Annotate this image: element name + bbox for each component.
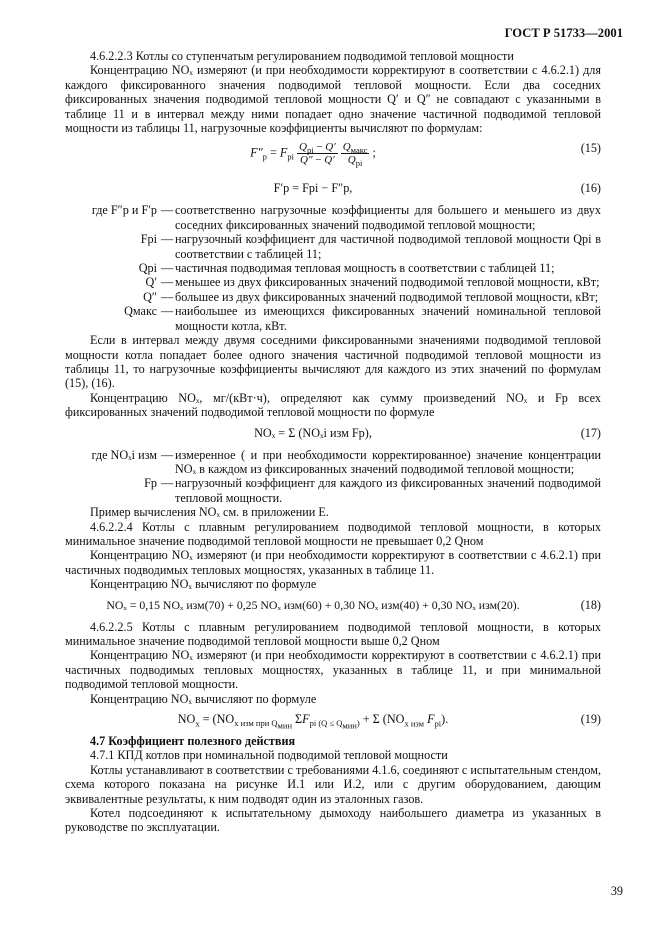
equation-number: (18) [580,597,601,612]
section-heading: 4.7 Коэффициент полезного действия [90,734,296,749]
paragraph: 4.6.2.2.4 Котлы с плавным регулированием подводимой тепловой мощности, в которых минимальное значение подводимой тепловой мощности не превышает 0,2 Qном [65,519,601,548]
equation-number: (19) [580,712,601,727]
paragraph: Концентрацию NOₓ, мг/(кВт·ч), определяют как сумму произведений NOₓ и Fp всех фиксированных значений подводимой тепловой мощности по формуле [65,390,601,420]
equation-number: (16) [580,181,601,196]
definitions-list: где NOₓi изм — измеренное ( и при необходимости корректированное) значение концентрации NOₓ в каждом из фиксированных значений подводимой тепловой мощности; Fp — нагрузочный коэффициент для каждого из фиксированных значений подводимой тепловой мощности. [91,447,601,505]
paragraph: Концентрацию NOₓ вычисляют по формуле [90,691,317,706]
equation-number: (17) [580,425,601,440]
paragraph: Пример вычисления NOₓ см. в приложении Е. [90,505,329,520]
paragraph: 4.6.2.2.5 Котлы с плавным регулированием подводимой тепловой мощности, в которых минимальное значение подводимой тепловой мощности выше 0,2 Qном [65,619,601,648]
page-number: 39 [610,884,623,898]
paragraph: 4.7.1 КПД котлов при номинальной подводимой тепловой мощности [90,748,448,763]
paragraph: Концентрацию NOₓ измеряют (и при необходимости корректируют в соответствии с 4.6.2.1) для каждого фиксированного значения подводимой тепловой мощности. Если два соседних фиксированных значения подводимой тепловой мощности Q′ и Q″ не совпадают с указанными в таблице 11 и в интервал между ними попадает одно значение частичной подводимой тепловой мощности из таблицы 11, нагрузочные коэффициенты вычисляют по формулам: [65,63,601,136]
paragraph: Концентрацию NOₓ измеряют (и при необходимости корректируют в соответствии с 4.6.2.1) при частичных подводимых тепловых мощностях, указанных в таблице 11. [65,548,601,577]
equation-18: NOₓ = 0,15 NOₓ изм(70) + 0,25 NOₓ изм(60) + 0,30 NOₓ изм(40) + 0,30 NOₓ изм(20). (18) [106,597,601,612]
paragraph: Если в интервал между двумя соседними фиксированными значениями подводимой тепловой мощности котла попадает более одного значения частичной подводимой тепловой мощности из таблицы 11, то нагрузочные коэффициенты вычисляют для каждого из этих значений по формулам (15), (16). [65,333,601,391]
page-header: ГОСТ Р 51733—2001 [504,26,623,40]
document-body [65,49,601,835]
paragraph: Концентрацию NOₓ измеряют (и при необходимости корректируют в соответствии с 4.6.2.1) при частичных подводимых тепловых мощностях, указанных в таблице 11, и при минимальной подводимой тепловой мощности. [65,648,601,692]
equation-16: F′p = Fpi − F″p, (16) [273,181,601,196]
equation-15: $F''_p = F_{pi}$ $\frac{Q_{pi} - Q'}{Q'' - Q'}$ $\frac{Q_{макс}}{Q_{pi}}$ ; (15) [250,141,601,169]
equation-17: NOₓ = Σ (NOₓi изм Fp), (17) [254,425,601,440]
definitions-list: где F″p и F′p — соответственно нагрузочные коэффициенты для большего и меньшего из двух соседних фиксированных значений подводимой тепловой мощности; Fpi — нагрузочный коэффициент для частичной подводимой тепловой мощности Qpi в соответствии с таблицей 11; Qpi — частичная подводимая тепловая мощность в соответствии с таблицей 11; Q′ — меньшее из двух фиксированных значений подводимой тепловой мощности, кВт; Q″ — большее из двух фиксированных значений подводимой тепловой мощности, кВт; Qмакс — наибольшее из имеющихся фиксированных значений номинальной тепловой мощности котла, кВт. [91,203,601,333]
equation-19: $NO_x = (NO_{x изм при Q_{мин}}$ $\Sigma F_{pi (Q \le Q_{мин})} + \Sigma$ ($NO_{x изм}$ $F_{pi}$). (19) [177,712,601,732]
equation-number: (15) [580,141,601,156]
paragraph: Котел подсоединяют к испытательному дымоходу наибольшего диаметра из указанных в руководстве по эксплуатации. [65,806,601,835]
paragraph: Концентрацию NOₓ вычисляют по формуле [90,577,317,592]
paragraph: 4.6.2.2.3 Котлы со ступенчатым регулированием подводимой тепловой мощности [90,49,514,63]
paragraph: Котлы устанавливают в соответствии с требованиями 4.1.6, соединяют с испытательным стендом, схема которого показана на рисунке И.1 или И.2, или с другим оборудованием, дающим эквивалентные результаты, к ним подводят один из эталонных газов. [65,762,601,806]
